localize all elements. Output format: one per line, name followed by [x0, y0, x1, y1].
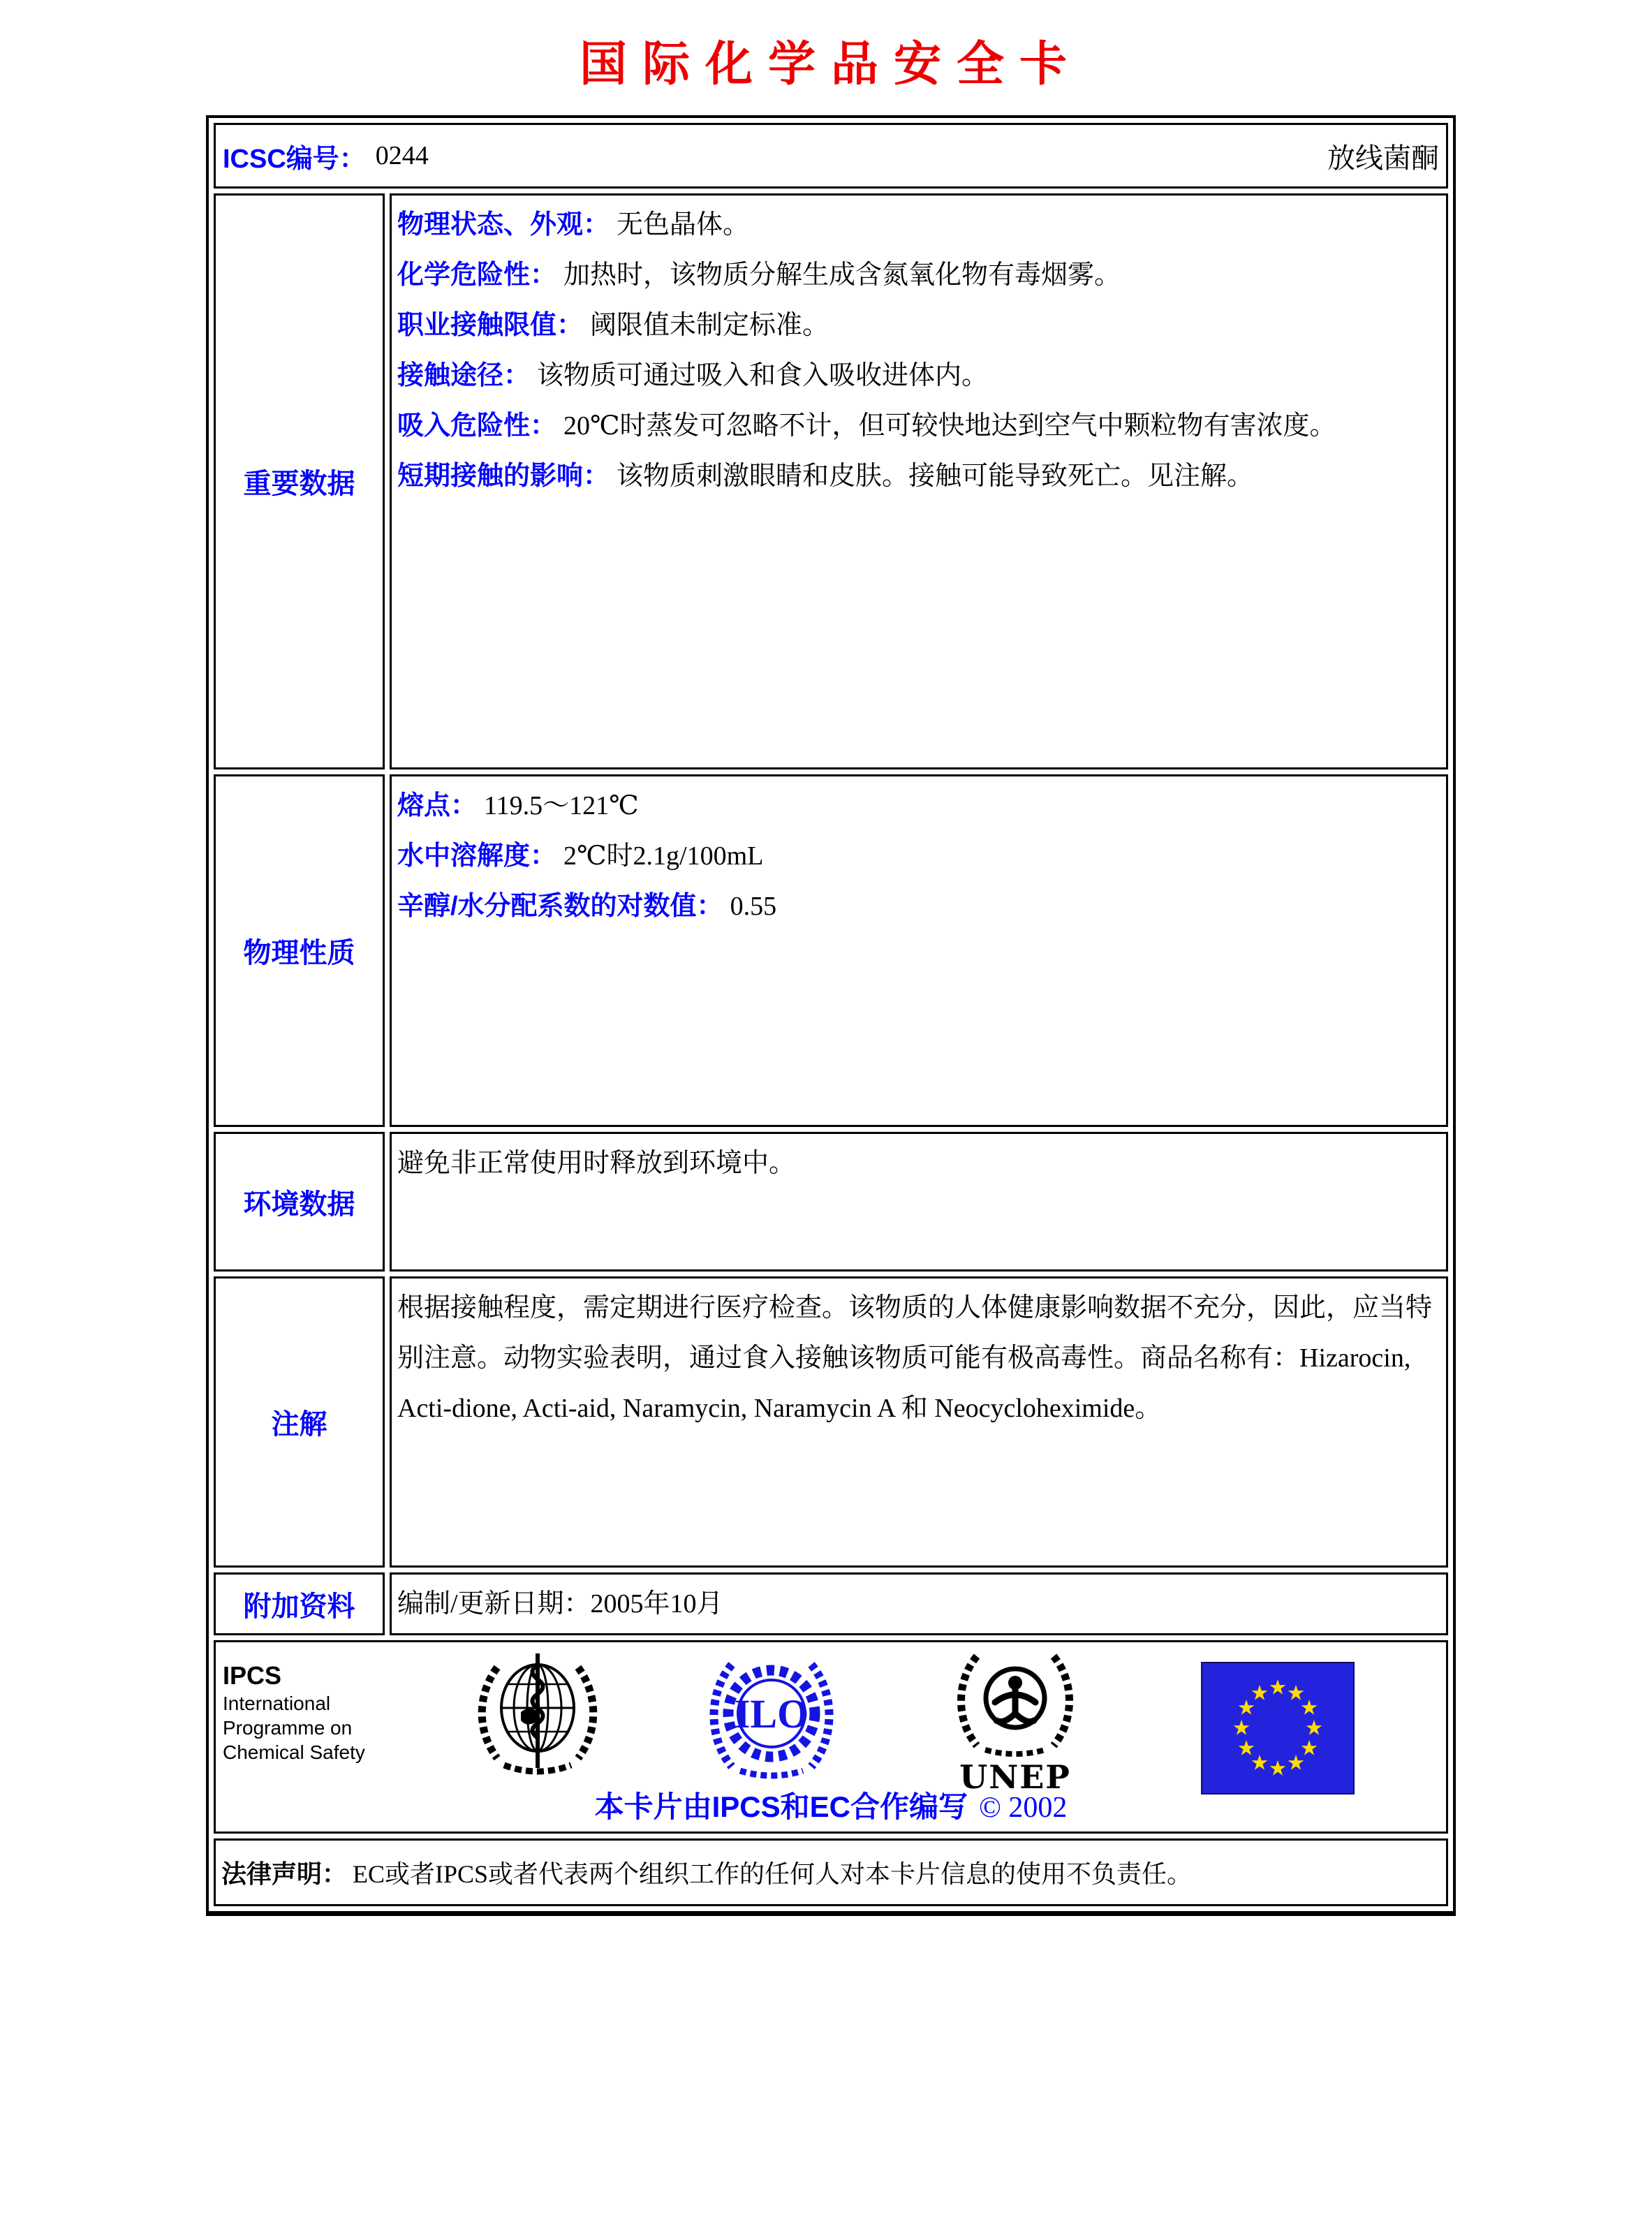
- copyright-line: [216, 1784, 1446, 1826]
- field-label: 短期接触的影响：: [397, 462, 610, 491]
- legal-notice-row: [214, 1838, 1448, 1906]
- section-label-text: 附加资料: [243, 1591, 355, 1622]
- field-water-solubility: [397, 831, 1439, 881]
- section-label-important-data: [214, 193, 385, 769]
- notes-text: 根据接触程度，需定期进行医疗检查。该物质的人体健康影响数据不充分，因此，应当特别注意。动物实验表明，通过食入接触该物质可能有极高毒性。商品名称有：Hizarocin, Acti-dione, Acti-aid, Naramycin, Naramycin A 和 Neocycloheximide。: [397, 1293, 1433, 1423]
- section-label-text: 环境数据: [243, 1188, 355, 1220]
- field-value: 该物质可通过吸入和食入吸收进体内。: [537, 361, 989, 390]
- ipcs-acronym: IPCS: [223, 1661, 282, 1690]
- icsc-number-group: [223, 137, 429, 175]
- section-label-environmental-data: [214, 1132, 385, 1272]
- section-content-physical-properties: [390, 774, 1448, 1127]
- field-short-term-effects: [397, 451, 1439, 501]
- section-label-additional-info: [214, 1572, 385, 1635]
- section-content-additional-info: [390, 1572, 1448, 1635]
- field-value: 2℃时2.1g/100mL: [563, 841, 764, 871]
- field-label: 接触途径：: [397, 361, 531, 390]
- ipcs-line-1: International: [223, 1693, 331, 1714]
- icsc-number-label: ICSC编号：: [223, 144, 366, 174]
- date-of-update: 编制/更新日期：2005年10月: [397, 1589, 723, 1619]
- field-label: 职业接触限值：: [397, 311, 584, 340]
- field-label: 物理状态、外观：: [397, 210, 610, 239]
- who-emblem-icon: [468, 1648, 607, 1782]
- field-value: 加热时，该物质分解生成含氮氧化物有毒烟雾。: [563, 260, 1121, 290]
- page-title: 国际化学品安全卡: [579, 36, 1082, 92]
- legal-notice-label: 法律声明：: [221, 1859, 348, 1888]
- field-label: 吸入危险性：: [397, 411, 557, 441]
- field-value: 20℃时蒸发可忽略不计，但可较快地达到空气中颗粒物有害浓度。: [563, 411, 1336, 441]
- section-label-text: 注解: [271, 1409, 327, 1440]
- substance-name: 放线菌酮: [1327, 142, 1439, 174]
- section-content-notes: [390, 1276, 1448, 1568]
- section-label-text: 重要数据: [243, 469, 355, 499]
- ipcs-line-3: Chemical Safety: [223, 1741, 365, 1763]
- environmental-data-text: 避免非正常使用时释放到环境中。: [397, 1149, 796, 1178]
- field-melting-point: [397, 781, 1439, 831]
- field-value: 119.5～121℃: [484, 791, 639, 820]
- field-label: 水中溶解度：: [397, 841, 557, 871]
- copyright-year: © 2002: [978, 1792, 1068, 1824]
- header-row: [214, 123, 1448, 189]
- icsc-card: [206, 115, 1456, 1916]
- unep-label: UNEP: [959, 1758, 1071, 1796]
- field-label: 化学危险性：: [397, 260, 557, 290]
- ilo-emblem-icon: [705, 1651, 838, 1780]
- organizations-footer: [214, 1640, 1448, 1834]
- unep-logo-block: [953, 1646, 1077, 1794]
- icsc-number-value: 0244: [375, 141, 429, 170]
- eu-flag-icon: [1201, 1662, 1355, 1794]
- field-physical-state-appearance: [397, 200, 1439, 250]
- section-label-physical-properties: [214, 774, 385, 1127]
- field-value: 阈限值未制定标准。: [590, 311, 829, 340]
- field-value: 无色晶体。: [617, 210, 750, 239]
- field-label: 辛醇/水分配系数的对数值：: [397, 892, 723, 921]
- unep-emblem-icon: [956, 1646, 1075, 1757]
- copyright-text: 本卡片由IPCS和EC合作编写: [594, 1790, 968, 1823]
- ipcs-line-2: Programme on: [223, 1717, 353, 1739]
- section-content-important-data: [390, 193, 1448, 769]
- field-occupational-exposure-limits: [397, 300, 1439, 351]
- field-label: 熔点：: [397, 791, 478, 820]
- section-label-notes: [214, 1276, 385, 1568]
- legal-notice-text: EC或者IPCS或者代表两个组织工作的任何人对本卡片信息的使用不负责任。: [353, 1860, 1193, 1888]
- section-label-text: 物理性质: [243, 938, 355, 968]
- section-content-environmental-data: [390, 1132, 1448, 1272]
- field-value: 该物质刺激眼睛和皮肤。接触可能导致死亡。见注解。: [617, 462, 1254, 491]
- field-exposure-routes: [397, 351, 1439, 401]
- field-octanol-water-partition: [397, 881, 1439, 931]
- svg-text:ILO: ILO: [734, 1691, 809, 1737]
- ipcs-text-block: [223, 1660, 365, 1764]
- field-value: 0.55: [730, 892, 777, 921]
- field-chemical-hazard: [397, 250, 1439, 300]
- field-inhalation-risk: [397, 401, 1439, 451]
